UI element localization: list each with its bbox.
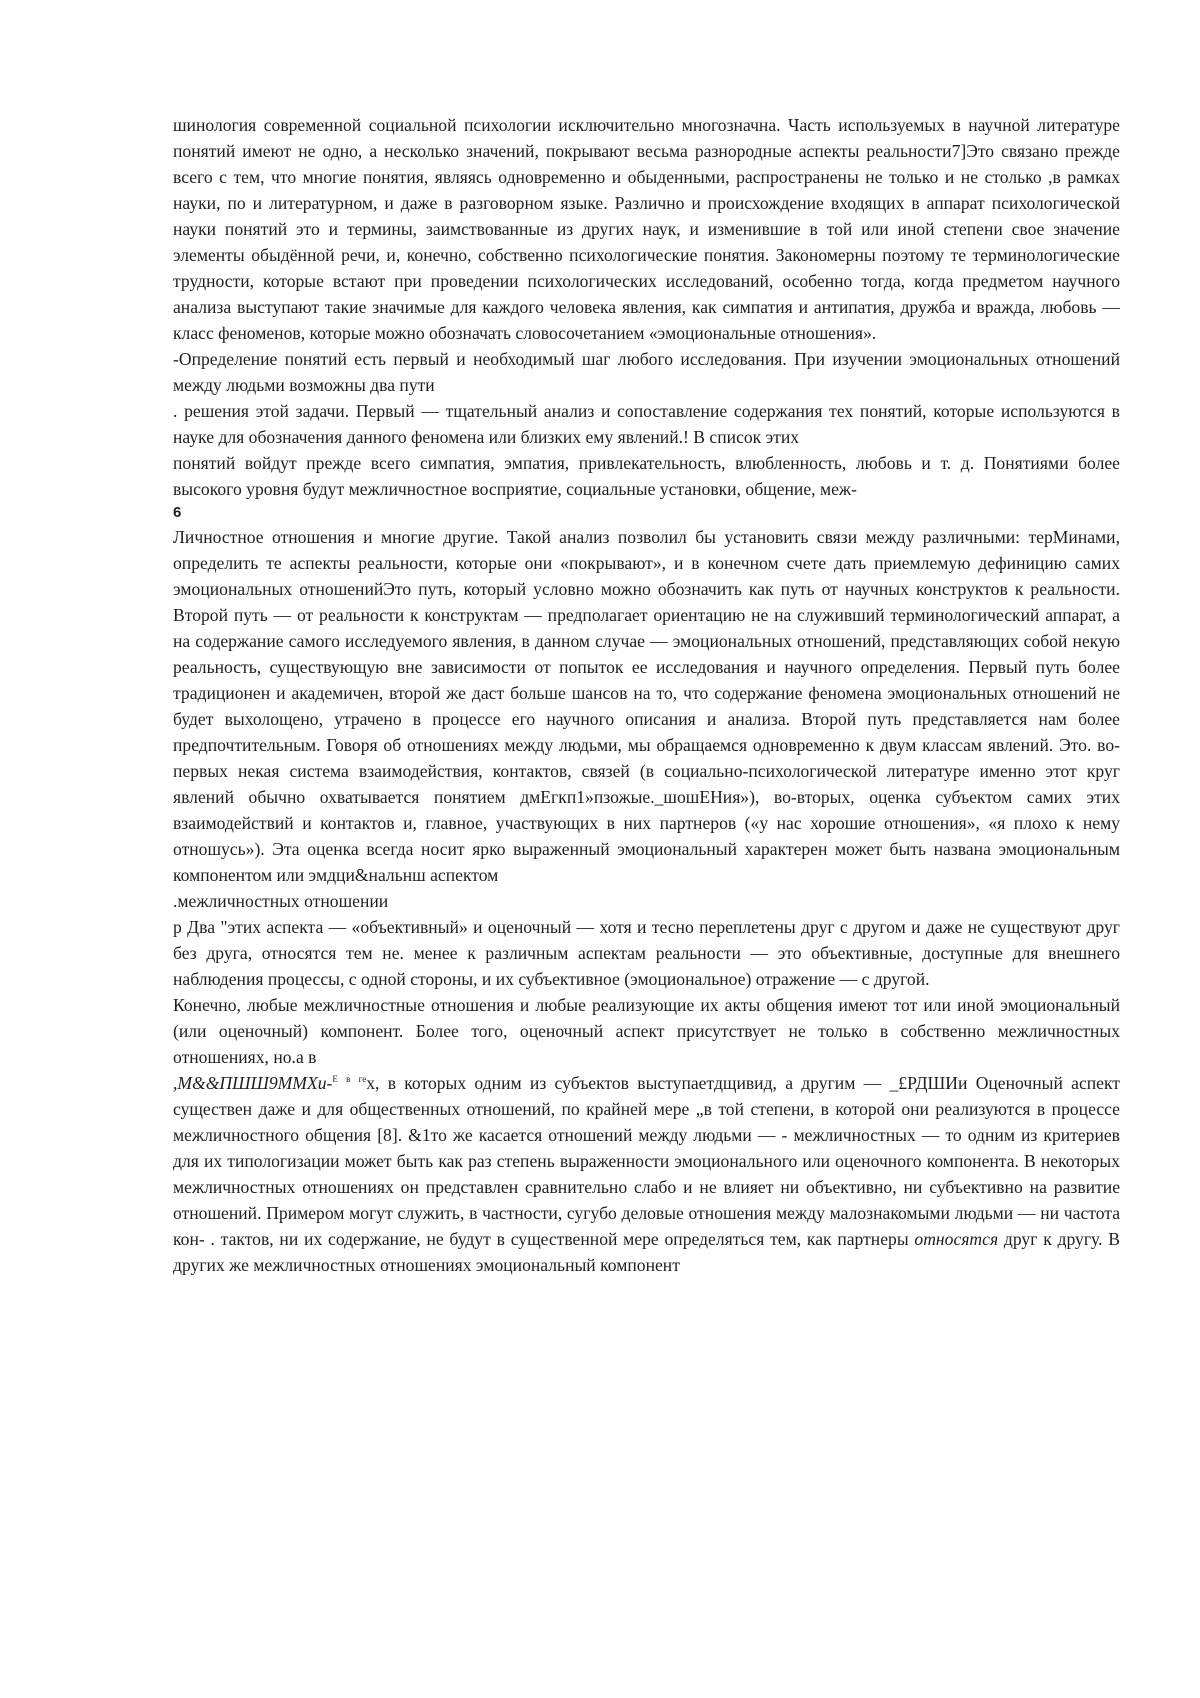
paragraph-9 bbox=[173, 1070, 1120, 1278]
superscript-2: в bbox=[346, 1074, 351, 1085]
paragraph-2: -Определение понятий есть первый и необходимый шаг любого исследования. При изучении эмоциональных отношений между людьми возможны два пути bbox=[173, 349, 1120, 395]
paragraph-7: р Два "этих аспекта — «объективный» и оценочный — хотя и тесно переплетены друг с другом и даже не существуют друг без друга, относятся тем не. менее к различным аспектам реальности — это объективные, доступные для внешнего наблюдения процессы, с одной стороны, и их субъективное (эмоциональное) отражение — с другой. bbox=[173, 917, 1120, 989]
paragraph-1: шинология современной социальной психологии исключительно многозначна. Часть используемых в научной литературе понятий имеют не одно, а несколько значений, покрывают весьма разнородные аспекты реальности7]Это связано прежде всего с тем, что многие понятия, являясь одновременно и обыденными, распространены не только и не столько ,в рамках науки, по и литературном, и даже в разговорном языке. Различно и происхождение входящих в аппарат психологической науки понятий это и термины, заимствованные из других наук, и изменившие в той или иной степени свое значение элементы обыдённой речи, и, конечно, собственно психологические понятия. Закономерны поэтому те терминологические трудности, которые встают при проведении психологических исследований, особенно тогда, когда предметом научного анализа выступают такие значимые для каждого человека явления, как симпатия и антипатия, дружба и вражда, любовь — класс феноменов, которые можно обозначать словосочетанием «эмоциональные отношения». bbox=[173, 115, 1120, 343]
paragraph-3: . решения этой задачи. Первый — тщательный анализ и сопоставление содержания тех понятий, которые используются в науке для обозначения данного феномена или близких ему явлений.! В список этих bbox=[173, 401, 1120, 447]
paragraph-9-tail: друг к другу. В других же межличностных отношениях эмоциональный компонент bbox=[173, 1229, 1120, 1275]
paragraph-6: .межличностных отношении bbox=[173, 891, 389, 911]
garbled-text: ,М&&ПШШ9ММХ bbox=[173, 1073, 318, 1093]
garbled-text-mid: и- bbox=[317, 1073, 333, 1093]
page-number: 6 bbox=[173, 504, 182, 521]
document-page bbox=[173, 112, 1120, 1278]
superscript-3: ге bbox=[358, 1074, 367, 1085]
paragraph-9-text: х, в которых одним из субъектов выступаетдщивид, а другим — _£РДШИи Оценочный аспект существен даже и для общественных отношений, по крайней мере „в той степени, в которой они реализуются в процессе межличностного общения [8]. &1то же касается отношений между людьми — - межличностных — то одним из критериев для их типологизации может быть как раз степень выраженности эмоционального или оценочного компонента. В некоторых межличностных отношениях он представлен сравнительно слабо и не влияет ни объективно, ни субъективно на развитие отношений. Примером могут служить, в частности, сугубо деловые отношения между малознакомыми людьми — ни частота кон- . тактов, ни их содержание, не будут в существенной мере определяться тем, как партнеры bbox=[173, 1073, 1120, 1249]
paragraph-5: Личностное отношения и многие другие. Такой анализ позволил бы установить связи между различными: терМинами, определить те аспекты реальности, которые они «покрывают», и в конечном счете дать приемлемую дефиницию самих эмоциональных отношенийЭто путь, который условно можно обозначить как путь от научных конструктов к реальности. Второй путь — от реальности к конструктам — предполагает ориентацию не на служивший терминологический аппарат, а на содержание самого исследуемого явления, в данном случае — эмоциональных отношений, представляющих собой некую реальность, существующую вне зависимости от попыток ее исследования и научного определения. Первый путь более традиционен и академичен, второй же даст больше шансов на то, что содержание феномена эмоциональных отношений не будет выхолощено, утрачено в процессе его научного описания и анализа. Второй путь представляется нам более предпочтительным. Говоря об отношениях между людьми, мы обращаемся одновременно к двум классам явлений. Это. во-первых некая система взаимодействия, контактов, связей (в социально-психологической литературе именно этот круг явлений обычно охватывается понятием дмЕгкп1»пзожые._шошЕНия»), во-вторых, оценка субъектом самих этих взаимодействий и контактов и, главное, участвующих в них партнеров («у нас хорошие отношения», «я плохо к нему отношусь»). Эта оценка всегда носит ярко выраженный эмоциональный характерен может быть названа эмоциональным компонентом или эмдци&нальнш аспектом bbox=[173, 527, 1120, 885]
paragraph-4: понятий войдут прежде всего симпатия, эмпатия, привлекательность, влюбленность, любовь и т. д. Понятиями более высокого уровня будут межличностное восприятие, социальные установки, общение, меж- bbox=[173, 453, 1120, 499]
italic-word: относятся bbox=[914, 1229, 999, 1249]
paragraph-8: Конечно, любые межличностные отношения и любые реализующие их акты общения имеют тот или иной эмоциональный (или оценочный) компонент. Более того, оценочный аспект присутствует не только в собственно межличностных отношениях, но.а в bbox=[173, 995, 1120, 1067]
superscript-1: Е bbox=[332, 1074, 338, 1085]
